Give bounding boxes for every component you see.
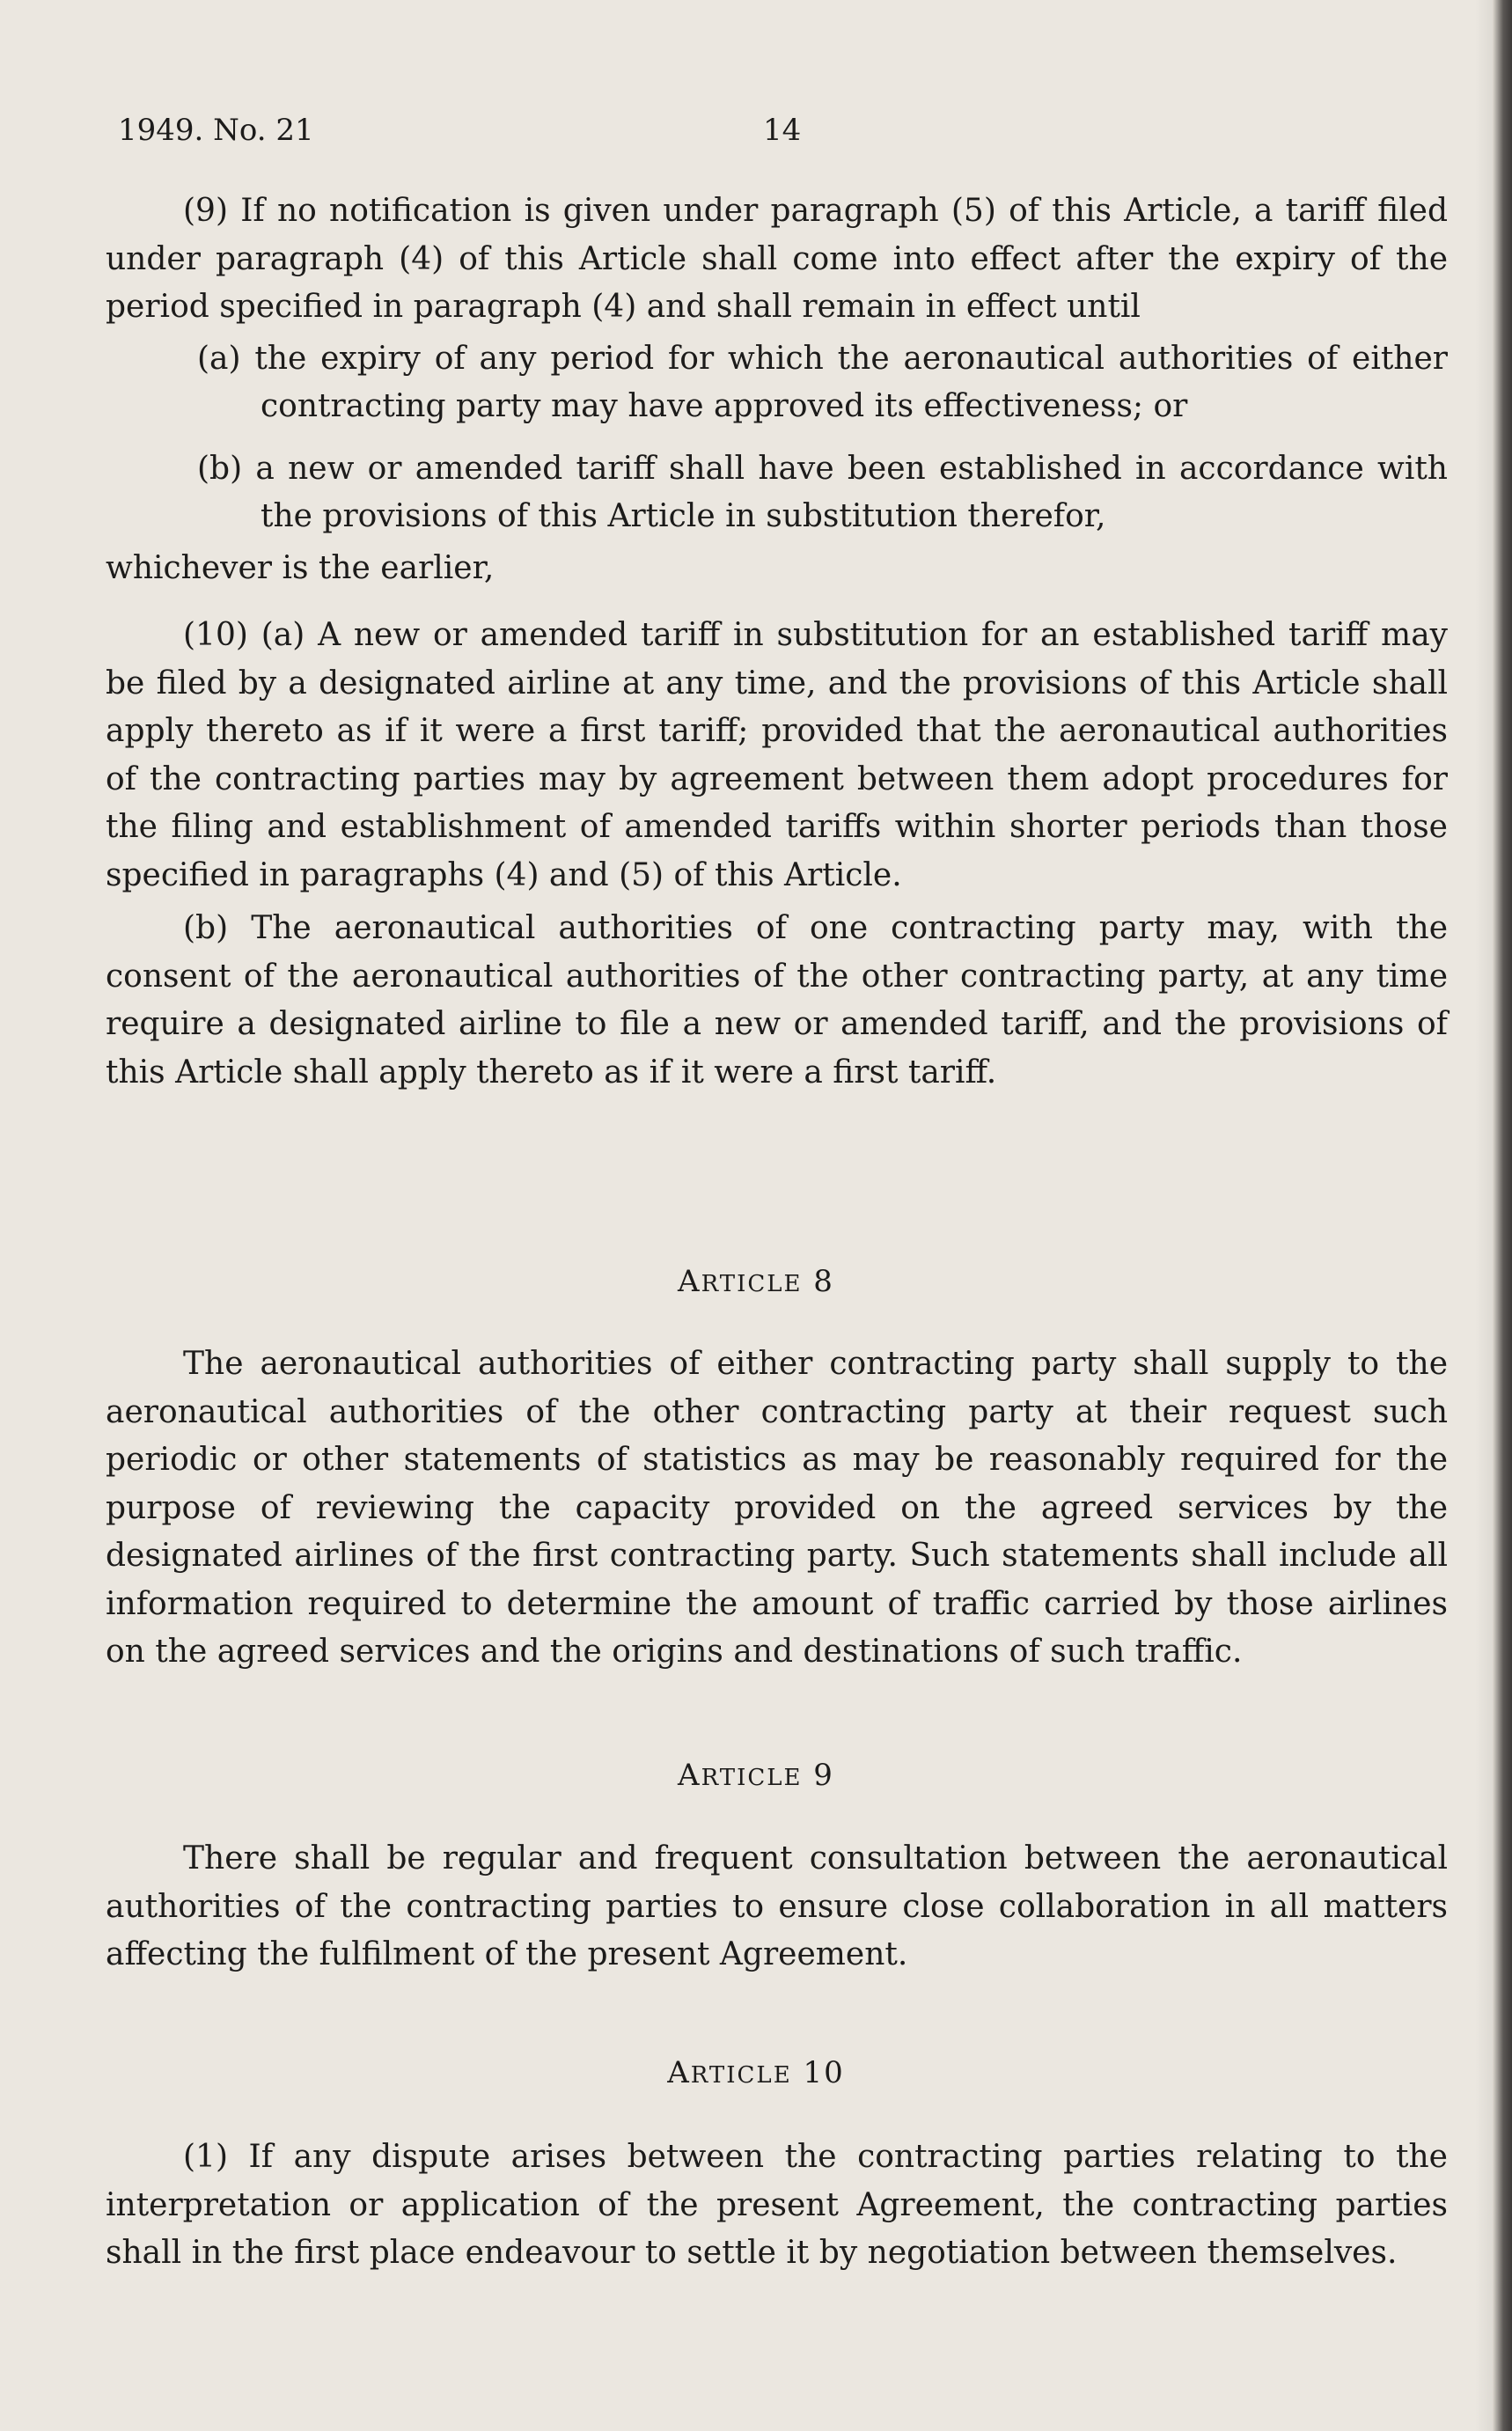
article-10-paragraph-1: (1) If any dispute arises between the contracting parties relating to the interpretation or application of the present Agreement, the contracting parties shall in the first place endeavour to settle it by negotiation between themselves. <box>106 2139 1448 2271</box>
article-9-text-block <box>106 1835 1448 1979</box>
page-header <box>118 113 1420 151</box>
article-8-text: The aeronautical authorities of either contracting party shall supply to the aeronautical authorities of the other contracting party at their request such periodic or other statements of statistics as may be reasonably required for the purpose of reviewing the capacity provided on the agreed services by the designated airlines of the first contracting party. Such statements shall include all information required to determine the amount of traffic carried by those airlines on the agreed services and the origins and destinations of such traffic. <box>106 1346 1448 1670</box>
paragraph-9-item-a: (a) the expiry of any period for which the aeronautical authorities of either contracting party may have approved its effectiveness; or <box>197 340 1448 424</box>
article-8-heading: ARTICLE 8 <box>678 1264 834 1299</box>
article-7-continuation <box>106 187 1448 1097</box>
paragraph-9-closing: whichever is the earlier, <box>106 549 495 586</box>
article-9-heading: ARTICLE 9 <box>678 1758 834 1793</box>
article-9-text: There shall be regular and frequent consultation between the aeronautical authorities of the contracting parties to ensure close collaboration in all matters affecting the fulfilment of the present Agreement. <box>106 1840 1448 1972</box>
paragraph-10-a: (10) (a) A new or amended tariff in substitution for an established tariff may be filed by a designated airline at any time, and the provisions of this Article shall apply thereto as if it were a first tariff; provided that the aeronautical authorities of the contracting parties may by agreement between them adopt procedures for the filing and establishment of amended tariffs within shorter periods than those specified in paragraphs (4) and (5) of this Article. <box>106 617 1448 893</box>
page-number: 14 <box>763 113 802 148</box>
article-8-text-block <box>106 1340 1448 1677</box>
document-reference: 1949. No. 21 <box>118 113 314 148</box>
paragraph-10-b: (b) The aeronautical authorities of one contracting party may, with the consent of the aeronautical authorities of the other contracting party, at any time require a designated airline to file a new or amended tariff, and the provisions of this Article shall apply thereto as if it were a first tariff. <box>106 910 1448 1091</box>
paragraph-9-item-b: (b) a new or amended tariff shall have been established in accordance with the provisions of this Article in substitution therefor, <box>197 450 1448 534</box>
article-10-heading: ARTICLE 10 <box>667 2055 845 2090</box>
article-10-text-block <box>106 2134 1448 2278</box>
paragraph-9-intro: (9) If no notification is given under paragraph (5) of this Article, a tariff filed under paragraph (4) of this Article shall come into effect after the expiry of the period specified in paragraph (4) and shall remain in effect until <box>106 193 1448 325</box>
